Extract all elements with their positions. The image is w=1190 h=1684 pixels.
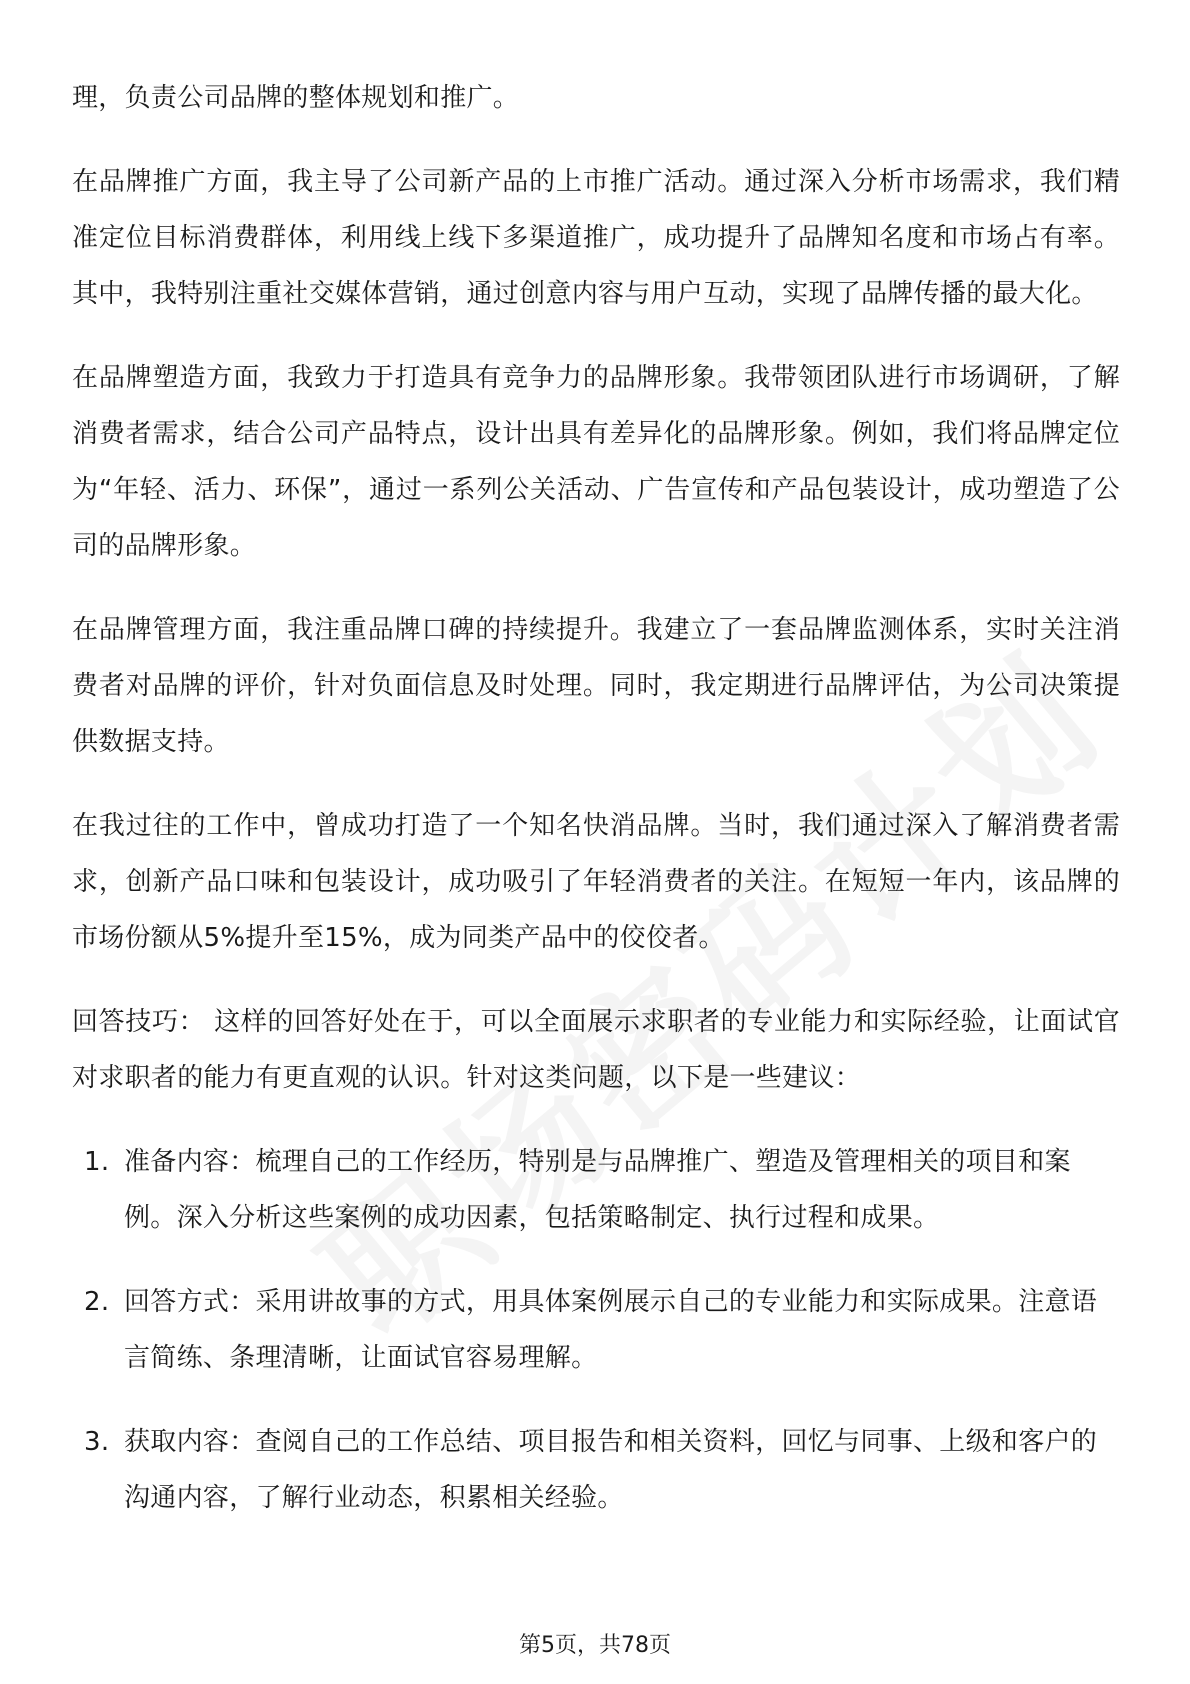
paragraph-brand-building: 在品牌塑造方面，我致力于打造具有竞争力的品牌形象。我带领团队进行市场调研，了解消费者需求，结合公司产品特点，设计出具有差异化的品牌形象。例如，我们将品牌定位为“年轻、活力、环保”，通过一系列公关活动、广告宣传和产品包装设计，成功塑造了公司的品牌形象。 — [72, 363, 1120, 561]
list-item-number: 2. — [84, 1287, 110, 1317]
page-number: 第5页，共78页 — [519, 1633, 671, 1658]
list-item-text: 回答方式：采用讲故事的方式，用具体案例展示自己的专业能力和实际成果。注意语言简练、条理清晰，让面试官容易理解。 — [124, 1287, 1098, 1373]
tips-list — [72, 1134, 1120, 1526]
paragraph-answer-tips: 回答技巧： 这样的回答好处在于，可以全面展示求职者的专业能力和实际经验，让面试官对求职者的能力有更直观的认识。针对这类问题，以下是一些建议： — [72, 1007, 1120, 1093]
paragraph-brand-promotion: 在品牌推广方面，我主导了公司新产品的上市推广活动。通过深入分析市场需求，我们精准定位目标消费群体，利用线上线下多渠道推广，成功提升了品牌知名度和市场占有率。其中，我特别注重社交媒体营销，通过创意内容与用户互动，实现了品牌传播的最大化。 — [72, 167, 1120, 309]
list-item-text: 获取内容：查阅自己的工作总结、项目报告和相关资料，回忆与同事、上级和客户的沟通内容，了解行业动态，积累相关经验。 — [124, 1427, 1098, 1513]
list-item — [72, 1274, 1120, 1386]
list-item-number: 1. — [84, 1147, 110, 1177]
list-item-number: 3. — [84, 1427, 110, 1457]
list-item — [72, 1134, 1120, 1246]
paragraph-intro: 理，负责公司品牌的整体规划和推广。 — [72, 83, 520, 113]
list-item-text: 准备内容：梳理自己的工作经历，特别是与品牌推广、塑造及管理相关的项目和案例。深入分析这些案例的成功因素，包括策略制定、执行过程和成果。 — [124, 1147, 1071, 1233]
paragraph-brand-management: 在品牌管理方面，我注重品牌口碑的持续提升。我建立了一套品牌监测体系，实时关注消费者对品牌的评价，针对负面信息及时处理。同时，我定期进行品牌评估，为公司决策提供数据支持。 — [72, 615, 1120, 757]
page-content — [72, 70, 1120, 1554]
list-item — [72, 1414, 1120, 1526]
paragraph-case-study: 在我过往的工作中，曾成功打造了一个知名快消品牌。当时，我们通过深入了解消费者需求，创新产品口味和包装设计，成功吸引了年轻消费者的关注。在短短一年内，该品牌的市场份额从5%提升至15%，成为同类产品中的佼佼者。 — [72, 811, 1120, 953]
